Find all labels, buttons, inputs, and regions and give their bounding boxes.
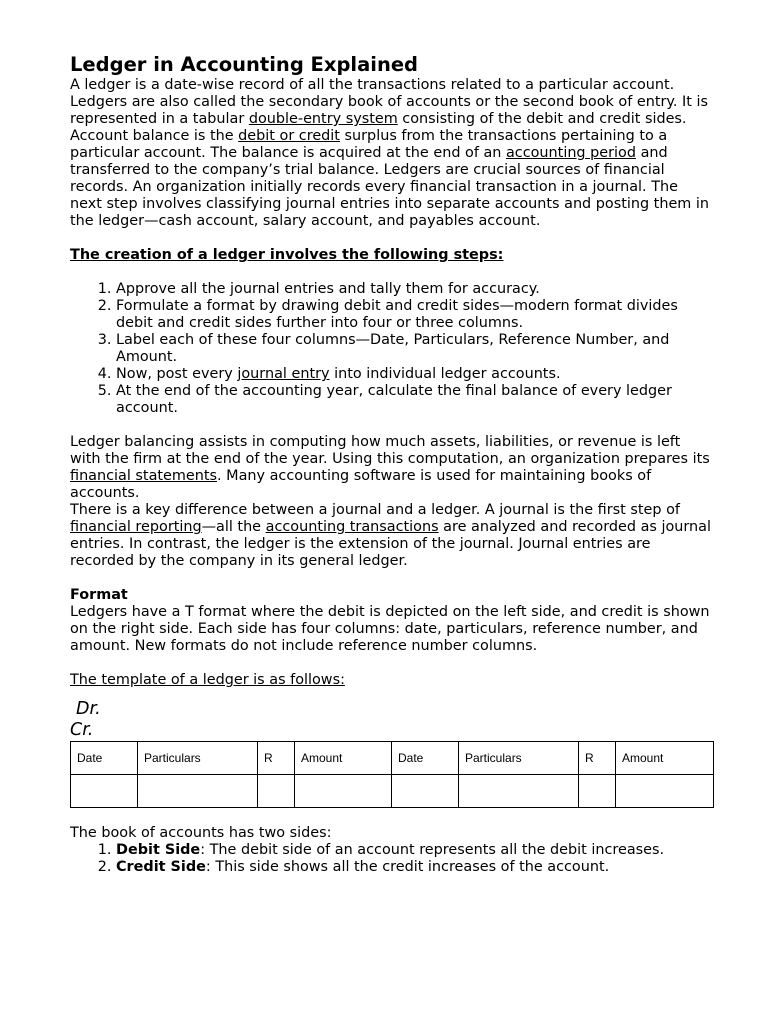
steps-heading: The creation of a ledger involves the following steps:	[70, 247, 504, 263]
column-header-reference: R	[258, 742, 295, 775]
difference-text-3: are analyzed and recorded as journal entries. In contrast, the ledger is the extension of the journal. Journal entries are recorded by the company in its general ledger.	[70, 519, 711, 569]
column-header-particulars: Particulars	[459, 742, 579, 775]
step4-text-2: into individual ledger accounts.	[329, 366, 561, 382]
ledger-template-table	[70, 741, 714, 808]
balancing-text-2: . Many accounting software is used for maintaining books of accounts.	[70, 468, 652, 501]
balancing-text-1: Ledger balancing assists in computing how much assets, liabilities, or revenue is left with the firm at the end of the year. Using this computation, an organization prepares its	[70, 434, 710, 467]
intro-text-1: A ledger is a date-wise record of all the transactions related to a particular account. Ledgers are also called the secondary book of accounts or the second book of entry. It is represented in a tabular	[70, 77, 708, 127]
debit-side-text: : The debit side of an account represents all the debit increases.	[200, 842, 665, 858]
difference-text-1: There is a key difference between a journal and a ledger. A journal is the first step of	[70, 502, 680, 518]
table-cell	[138, 775, 258, 808]
table-cell	[71, 775, 138, 808]
format-paragraph: Ledgers have a T format where the debit is depicted on the left side, and credit is shown on the right side. Each side has four columns: date, particulars, reference number, and amount. New formats do not include reference number columns.	[70, 604, 710, 654]
link-accounting-transactions[interactable]: accounting transactions	[265, 519, 439, 535]
difference-text-2: —all the	[201, 519, 266, 535]
step4-text-1: Now, post every	[116, 366, 238, 382]
template-heading-text: The template of a ledger is as follows:	[70, 672, 345, 688]
list-item	[116, 859, 712, 876]
difference-paragraph	[70, 502, 712, 570]
table-row	[71, 775, 714, 808]
list-item: 3. Label each of these four columns—Date, Particulars, Reference Number, and Amount.	[116, 332, 712, 366]
list-item: 5. At the end of the accounting year, calculate the final balance of every ledger account.	[116, 383, 712, 417]
list-item	[116, 842, 712, 859]
link-debit-or-credit[interactable]: debit or credit	[238, 128, 340, 144]
intro-text-2: consisting of the debit and credit sides. Account balance is the	[70, 111, 687, 144]
debit-side-label: Debit Side	[116, 842, 201, 858]
link-journal-entry[interactable]: journal entry	[237, 366, 330, 382]
debit-label: Dr.	[76, 699, 101, 719]
spacer	[70, 808, 712, 825]
intro-text-3: surplus from the transactions pertaining to a particular account. The balance is acquired at the end of an	[70, 128, 668, 161]
spacer	[70, 417, 712, 434]
steps-list	[70, 281, 712, 417]
column-header-amount: Amount	[616, 742, 714, 775]
table-cell	[392, 775, 459, 808]
table-header-row	[71, 742, 714, 775]
sides-list	[70, 842, 712, 876]
link-accounting-period[interactable]: accounting period	[505, 145, 636, 161]
link-double-entry-system[interactable]: double-entry system	[248, 111, 398, 127]
credit-label: Cr.	[70, 720, 94, 740]
page-title: Ledger in Accounting Explained	[70, 53, 419, 76]
table-cell	[459, 775, 579, 808]
spacer	[70, 264, 712, 281]
intro-paragraph	[70, 77, 712, 230]
spacer	[70, 570, 712, 587]
sides-intro: The book of accounts has two sides:	[70, 825, 332, 841]
credit-side-label: Credit Side	[116, 859, 206, 875]
balancing-paragraph	[70, 434, 712, 502]
table-cell	[258, 775, 295, 808]
spacer	[70, 655, 712, 672]
intro-text-4: and transferred to the company’s trial balance. Ledgers are crucial sources of financial records. An organization initially records every financial transaction in a journal. The next step involves classifying journal entries into separate accounts and posting them in the ledger—cash account, salary account, and payables account.	[70, 145, 710, 229]
column-header-particulars: Particulars	[138, 742, 258, 775]
format-heading: Format	[70, 587, 128, 603]
column-header-reference: R	[579, 742, 616, 775]
table-cell	[579, 775, 616, 808]
list-item: 1. Approve all the journal entries and tally them for accuracy.	[116, 281, 712, 298]
table-cell	[616, 775, 714, 808]
column-header-amount: Amount	[295, 742, 392, 775]
column-header-date: Date	[392, 742, 459, 775]
list-item	[116, 366, 712, 383]
table-cell	[295, 775, 392, 808]
link-financial-statements[interactable]: financial statements	[70, 468, 218, 484]
link-financial-reporting[interactable]: financial reporting	[70, 519, 202, 535]
list-item: 2. Formulate a format by drawing debit and credit sides—modern format divides debit and credit sides further into four or three columns.	[116, 298, 712, 332]
spacer	[70, 230, 712, 247]
credit-side-text: : This side shows all the credit increases of the account.	[205, 859, 610, 875]
template-heading	[70, 672, 712, 689]
column-header-date: Date	[71, 742, 138, 775]
